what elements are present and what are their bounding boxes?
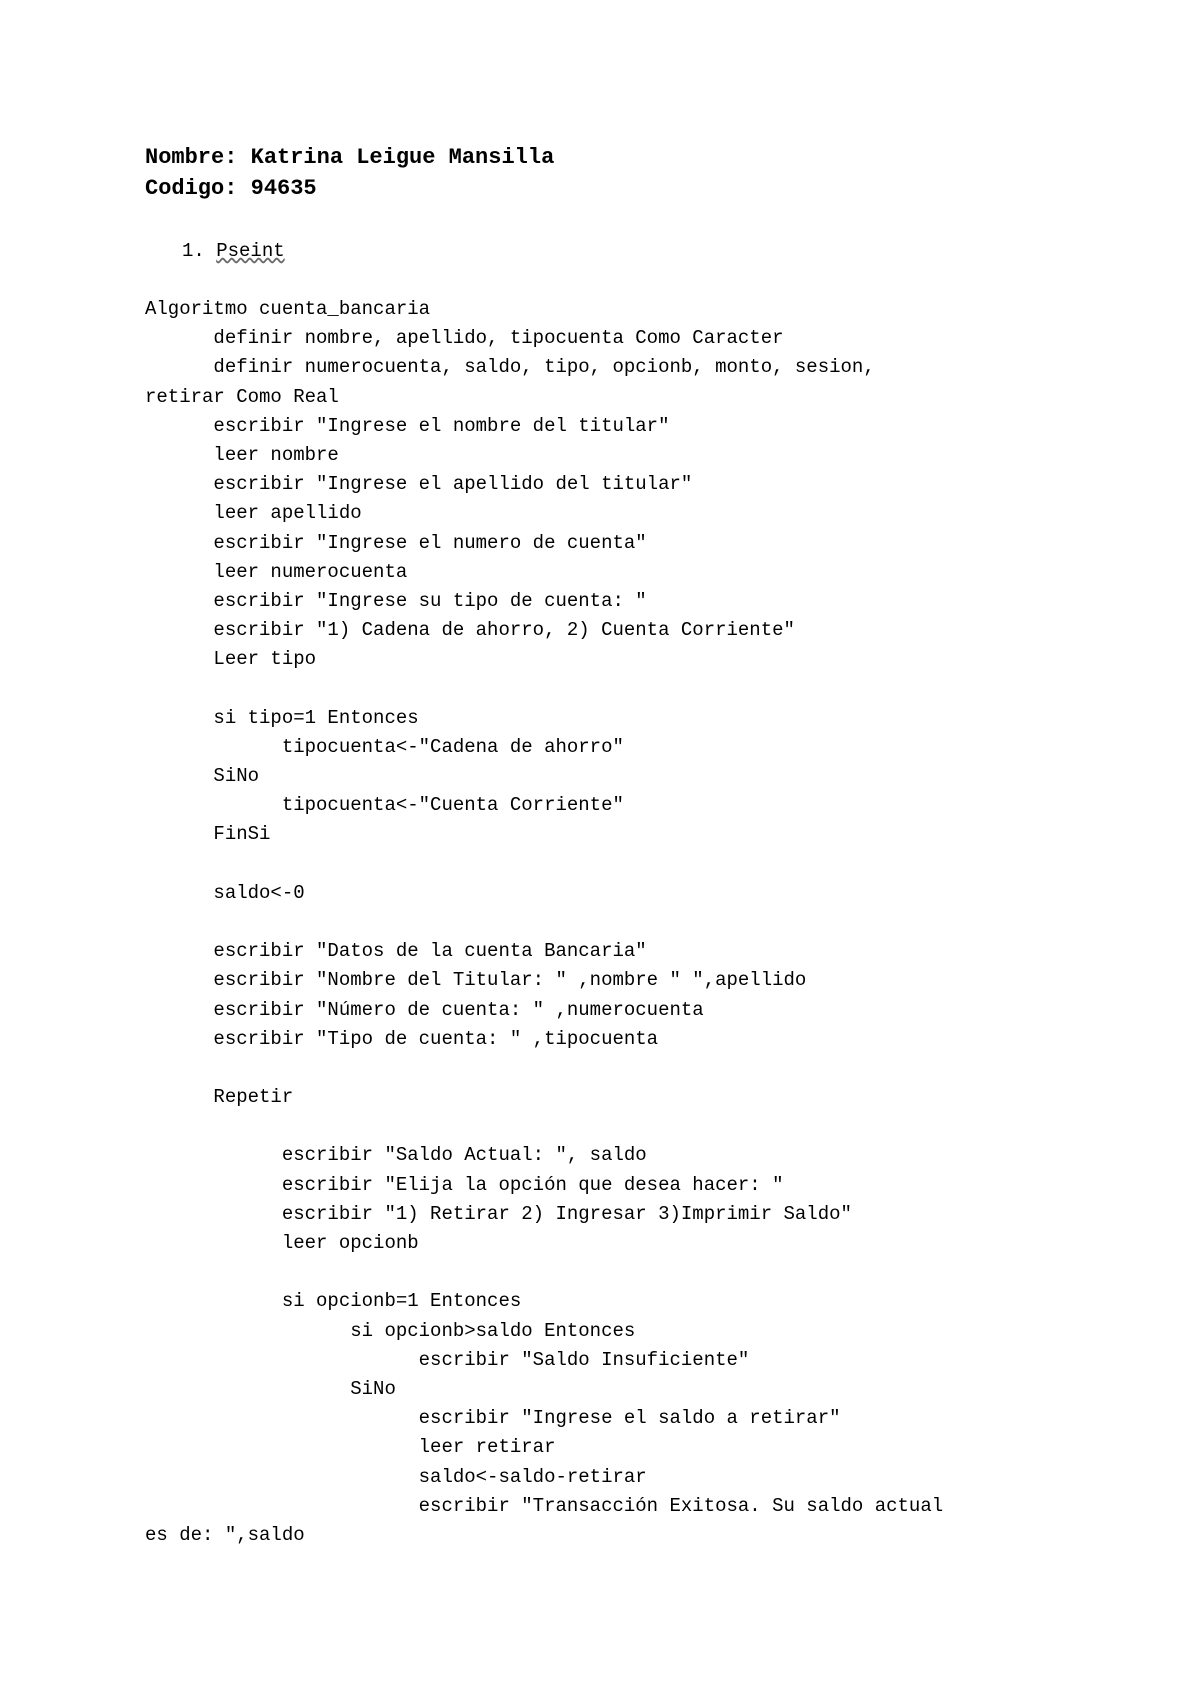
student-name: Nombre: Katrina Leigue Mansilla — [145, 145, 555, 170]
code-line: leer opcionb — [145, 1232, 419, 1254]
code-line: escribir "Saldo Insuficiente" — [145, 1348, 750, 1371]
code-line: saldo<-0 — [145, 881, 305, 904]
code-line: escribir "Ingrese el saldo a retirar" — [145, 1407, 841, 1430]
student-code: Codigo: 94635 — [145, 176, 317, 201]
code-line: escribir "Saldo Actual: ", saldo — [145, 1144, 647, 1167]
code-line: SiNo — [145, 765, 260, 787]
code-line: definir numerocuenta, saldo, tipo, opcionb, monto, sesion, — [145, 356, 875, 379]
code-line: escribir "Ingrese el nombre del titular" — [145, 414, 670, 437]
code-line: si tipo=1 Entonces — [145, 706, 419, 729]
code-line: tipocuenta<-"Cadena de ahorro" — [145, 735, 624, 758]
code-line: Repetir — [145, 1086, 294, 1109]
code-line: escribir "Ingrese el numero de cuenta" — [145, 531, 647, 554]
code-line: saldo<-saldo-retirar — [145, 1465, 647, 1488]
code-line: definir nombre, apellido, tipocuenta Como Caracter — [145, 327, 784, 350]
code-line: escribir "1) Cadena de ahorro, 2) Cuenta Corriente" — [145, 619, 795, 642]
code-line: escribir "Datos de la cuenta Bancaria" — [145, 940, 647, 963]
document-header — [145, 142, 554, 204]
code-line: leer apellido — [145, 502, 362, 525]
code-line: escribir "1) Retirar 2) Ingresar 3)Imprimir Saldo" — [145, 1202, 852, 1225]
code-line — [145, 1054, 1065, 1083]
code-line: escribir "Ingrese su tipo de cuenta: " — [145, 589, 647, 612]
code-line: tipocuenta<-"Cuenta Corriente" — [145, 794, 624, 817]
code-line — [145, 674, 1065, 703]
code-line — [145, 1112, 1065, 1141]
code-line — [145, 850, 1065, 879]
code-line: escribir "Tipo de cuenta: " ,tipocuenta — [145, 1027, 659, 1050]
section-heading — [182, 237, 285, 265]
code-line — [145, 908, 1065, 937]
code-line: Algoritmo cuenta_bancaria — [145, 298, 431, 320]
code-line: retirar Como Real — [145, 385, 339, 408]
code-line: leer nombre — [145, 443, 339, 466]
code-line: leer retirar — [145, 1436, 556, 1459]
code-line — [145, 1258, 1065, 1287]
code-line: SiNo — [145, 1377, 396, 1400]
code-line: escribir "Transacción Exitosa. Su saldo actual — [145, 1494, 944, 1517]
section-title: Pseint — [216, 240, 285, 262]
code-line: escribir "Número de cuenta: " ,numerocuenta — [145, 998, 704, 1021]
code-line: escribir "Nombre del Titular: " ,nombre " ",apellido — [145, 969, 807, 992]
code-line: FinSi — [145, 823, 271, 846]
section-number: 1. — [182, 240, 205, 262]
code-line: Leer tipo — [145, 648, 317, 671]
code-line: si opcionb>saldo Entonces — [145, 1319, 636, 1342]
pseudocode-block — [145, 295, 1065, 1550]
code-line: si opcionb=1 Entonces — [145, 1290, 522, 1313]
code-line: escribir "Elija la opción que desea hacer: " — [145, 1173, 784, 1196]
code-line: es de: ",saldo — [145, 1523, 305, 1546]
code-line: escribir "Ingrese el apellido del titular" — [145, 473, 693, 496]
code-line: leer numerocuenta — [145, 560, 408, 583]
